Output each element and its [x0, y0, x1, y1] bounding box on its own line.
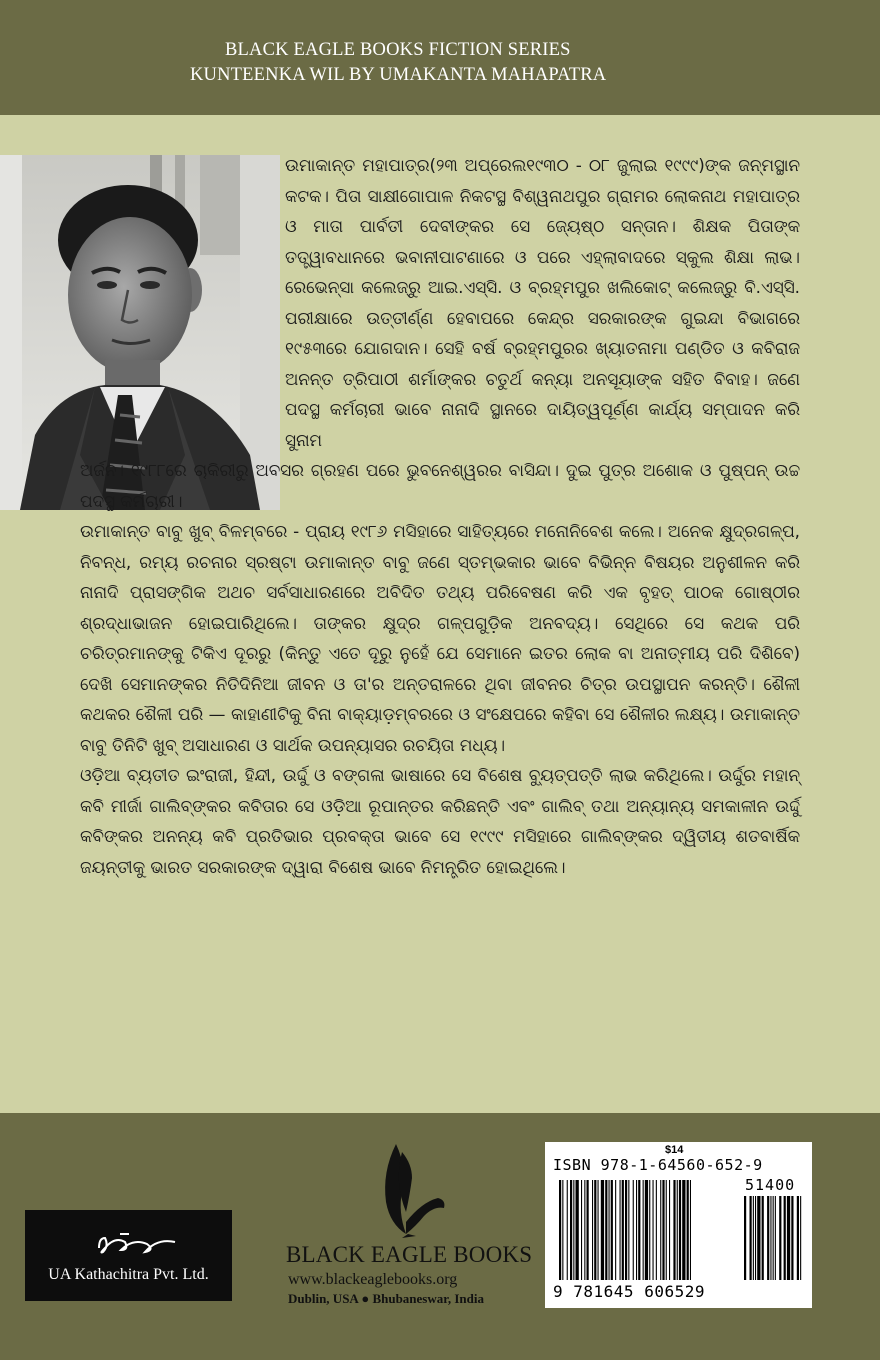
- barcode-bar: [611, 1180, 613, 1280]
- barcode-bar: [660, 1180, 661, 1280]
- barcode-bar: [653, 1180, 654, 1280]
- barcode-bar: [625, 1180, 627, 1280]
- isbn-text: ISBN 978-1-64560-652-9: [553, 1156, 763, 1174]
- ua-kathachitra-logo: [25, 1210, 232, 1301]
- barcode-bar: [633, 1180, 634, 1280]
- addon-bar: [775, 1196, 776, 1280]
- barcode-bar: [609, 1180, 610, 1280]
- ean-digits: 9 781645 606529: [553, 1282, 705, 1301]
- barcode-bar: [666, 1180, 667, 1280]
- barcode-bar: [587, 1180, 589, 1280]
- barcode-bar: [562, 1180, 563, 1280]
- barcode-bar: [601, 1180, 604, 1280]
- addon-bar: [787, 1196, 790, 1280]
- addon-bar: [750, 1196, 752, 1280]
- publisher-name: BLACK EAGLE BOOKS: [286, 1242, 533, 1267]
- addon-bar: [784, 1196, 786, 1280]
- isbn-barcode: [545, 1142, 812, 1308]
- publisher-url: www.blackeaglebooks.org: [288, 1271, 458, 1288]
- addon-bar: [755, 1196, 756, 1280]
- barcode-bar: [605, 1180, 607, 1280]
- barcode-bar: [679, 1180, 681, 1280]
- barcode-bar: [673, 1180, 675, 1280]
- top-header-band: [0, 0, 880, 115]
- ua-company-name: UA Kathachitra Pvt. Ltd.: [48, 1266, 209, 1283]
- barcode-bar: [662, 1180, 664, 1280]
- barcode-bar: [581, 1180, 582, 1280]
- addon-bar: [800, 1196, 801, 1280]
- barcode-bar: [567, 1180, 568, 1280]
- barcode-bar: [573, 1180, 574, 1280]
- barcode-bar: [669, 1180, 670, 1280]
- barcode-bar: [592, 1180, 593, 1280]
- bio-paragraph-1-float: ଉମାକାନ୍ତ ମହାପାତ୍ର(୨୩ ଅପ୍ରେଲ୧୯୩୦ - ୦୮ ଜୁଲାଇ ୧୯୯୯)ଙ୍କ ଜନ୍ମସ୍ଥାନ କଟକ। ପିତା ସାକ୍ଷୀଗୋପାଳ ନିକଟସ୍ଥ ବିଶ୍ୱନାଥପୁର ଗ୍ରାମର ଲୋକନାଥ ମହାପାତ୍ର ଓ ମାତା ପାର୍ବତୀ ଦେବୀଙ୍କର ସେ ଜ୍ୟେଷ୍ଠ ସନ୍ତାନ। ଶିକ୍ଷକ ପିତାଙ୍କ ତତ୍ତ୍ୱାବଧାନରେ ଭବାନୀପାଟଣାରେ ଓ ପରେ ଏହ୍ଲାବାଦରେ ସ୍କୁଲ ଶିକ୍ଷା ଲାଭ। ରେଭେନ୍ସା କଲେଜ୍‌ରୁ ଆଇ.ଏସ୍‌ସି. ଓ ବ୍ରହ୍ମପୁର ଖଲିକୋଟ୍ କଲେଜ୍‌ରୁ ବି.ଏସ୍‌ସି. ପରୀକ୍ଷାରେ ଉତ୍ତୀର୍ଣ୍ଣ ହେବାପରେ କେନ୍ଦ୍ର ସରକାରଙ୍କ ଗୁଇନ୍ଦା ବିଭାଗରେ ୧୯୫୩ରେ ଯୋଗଦାନ। ସେହି ବର୍ଷ ବ୍ରହ୍ମପୁରର ଖ୍ୟାତନାମା ପଣ୍ଡିତ ଓ କବିରାଜ ଅନନ୍ତ ତ୍ରିପାଠୀ ଶର୍ମାଙ୍କର ଚତୁର୍ଥ କନ୍ୟା ଅନସୂୟାଙ୍କ ସହିତ ବିବାହ। ଜଣେ ପଦସ୍ଥ କର୍ମଚାରୀ ଭାବେ ନାନାଦି ସ୍ଥାନରେ ଦାୟିତ୍ୱପୂର୍ଣ୍ଣ କାର୍ଯ୍ୟ ସମ୍ପାଦନ କରି ସୁନାମ: [285, 155, 800, 450]
- barcode-bar: [628, 1180, 629, 1280]
- eagle-logo-icon: [372, 1142, 452, 1238]
- addon-bar: [773, 1196, 774, 1280]
- barcode-bar: [598, 1180, 599, 1280]
- barcode-bar: [615, 1180, 616, 1280]
- bio-paragraph-3: ଓଡ଼ିଆ ବ୍ୟତୀତ ଇଂରାଜୀ, ହିନ୍ଦୀ, ଉର୍ଦ୍ଦୁ ଓ ବଙ୍ଗଳା ଭାଷାରେ ସେ ବିଶେଷ ବ୍ୟୁତ୍ପତ୍ତି ଲାଭ କରିଥିଲେ। ଉର୍ଦ୍ଦୁର ମହାନ୍ କବି ମୀର୍ଜା ଗାଲିବ୍‌ଙ୍କର କବିତାର ସେ ଓଡ଼ିଆ ରୂପାନ୍ତର କରିଛନ୍ତି ଏବଂ ଗାଲିବ୍ ତଥା ଅନ୍ୟାନ୍ୟ ସମକାଳୀନ ଉର୍ଦ୍ଦୁ କବିଙ୍କର ଅନନ୍ୟ କବି ପ୍ରତିଭାର ପ୍ରବକ୍ତା ଭାବେ ସେ ୧୯୯୯ ମସିହାରେ ଗାଲିବ୍‌ଙ୍କର ଦ୍ୱିତୀୟ ଶତବାର୍ଷିକ ଜୟନ୍ତୀକୁ ଭାରତ ସରକାରଙ୍କ ଦ୍ୱାରା ବିଶେଷ ଭାବେ ନିମନ୍ତ୍ରିତ ହୋଇଥିଲେ।: [80, 765, 800, 877]
- barcode-bar: [687, 1180, 689, 1280]
- barcode-bar: [656, 1180, 657, 1280]
- barcode-bar: [584, 1180, 585, 1280]
- barcode-bar: [690, 1180, 691, 1280]
- barcode-bars: [559, 1180, 804, 1284]
- barcode-bar: [594, 1180, 596, 1280]
- series-title: BLACK EAGLE BOOKS FICTION SERIES: [225, 40, 571, 60]
- barcode-bar: [559, 1180, 561, 1280]
- addon-bar: [791, 1196, 793, 1280]
- addon-bar: [757, 1196, 760, 1280]
- addon-bar: [767, 1196, 769, 1280]
- addon-code: 51400: [745, 1176, 796, 1194]
- barcode-bar: [622, 1180, 624, 1280]
- barcode-bar: [643, 1180, 644, 1280]
- addon-bar: [753, 1196, 754, 1280]
- barcode-bar: [677, 1180, 678, 1280]
- barcode-bar: [638, 1180, 640, 1280]
- publisher-locations: Dublin, USA ● Bhubaneswar, India: [288, 1291, 484, 1306]
- barcode-bar: [636, 1180, 637, 1280]
- ua-signature-logo: [25, 1210, 232, 1266]
- bio-paragraph-2: ଉମାକାନ୍ତ ବାବୁ ଖୁବ୍ ବିଳମ୍ବରେ - ପ୍ରାୟ ୧୯୮୬ ମସିହାରେ ସାହିତ୍ୟରେ ମନୋନିବେଶ କଲେ। ଅନେକ କ୍ଷୁଦ୍ରଗଳ୍ପ, ନିବନ୍ଧ, ରମ୍ୟ ରଚନାର ସ୍ରଷ୍ଟା ଉମାକାନ୍ତ ବାବୁ ଜଣେ ସ୍ତମ୍ଭକାର ଭାବେ ବିଭିନ୍ନ ବିଷୟର ଅନୁଶୀଳନ କରି ନାନାଦି ପ୍ରାସଙ୍ଗିକ ଅଥଚ ସର୍ବସାଧାରଣରେ ଅବିଦିତ ତଥ୍ୟ ପରିବେଷଣ କରି ଏକ ବୃହତ୍ ପାଠକ ଗୋଷ୍ଠୀର ଶ୍ରଦ୍ଧାଭାଜନ ହୋଇପାରିଥିଲେ। ତାଙ୍କର କ୍ଷୁଦ୍ର ଗଳ୍ପଗୁଡ଼ିକ ଅନବଦ୍ୟ। ସେଥିରେ ସେ କଥକ ପରି ଚରିତ୍ରମାନଙ୍କୁ ଟିକିଏ ଦୂରରୁ (କିନ୍ତୁ ଏତେ ଦୂରୁ ନୁହେଁ ଯେ ସେମାନେ ଇତର ଲୋକ ବା ଅନାତ୍ମୀୟ ପରି ଦିଶିବେ) ଦେଖି ସେମାନଙ୍କର ନିତିଦିନିଆ ଜୀବନ ଓ ତା'ର ଅନ୍ତରାଳରେ ଥିବା ଜୀବନର ଚିତ୍ର ଉପସ୍ଥାପନ କରନ୍ତି। ଶୈଳୀ କଥକର ଶୈଳୀ ପରି — କାହାଣୀଟିକୁ ବିନା ବାକ୍ୟାଡ଼ମ୍ବରରେ ଓ ସଂକ୍ଷେପରେ କହିବା ସେ ଶୈଳୀର ଲକ୍ଷ୍ୟ। ଉମାକାନ୍ତ ବାବୁ ତିନିଟି ଖୁବ୍ ଅସାଧାରଣ ଓ ସାର୍ଥକ ଉପନ୍ୟାସର ରଚୟିତା ମଧ୍ୟ।: [80, 521, 800, 755]
- bio-paragraph-1-continued: ଅର୍ଜନ। ୧୯୮୮ରେ ଚାକିରୀରୁ ଅବସର ଗ୍ରହଣ ପରେ ଭୁବନେଶ୍ୱରର ବାସିନ୍ଦା। ଦୁଇ ପୁତ୍ର ଅଶୋକ ଓ ପୁଷ୍ପନ୍ ଉଚ୍ଚ ପଦସ୍ଥ କର୍ମଚାରୀ।: [80, 460, 800, 511]
- price-label: $14: [665, 1144, 684, 1156]
- barcode-bar: [620, 1180, 621, 1280]
- author-biography: [0, 150, 880, 882]
- addon-bar: [797, 1196, 799, 1280]
- barcode-bar: [682, 1180, 685, 1280]
- addon-bar: [779, 1196, 781, 1280]
- barcode-bar: [570, 1180, 572, 1280]
- addon-bar: [762, 1196, 764, 1280]
- addon-bar: [770, 1196, 771, 1280]
- addon-bar: [744, 1196, 746, 1280]
- barcode-bar: [645, 1180, 648, 1280]
- barcode-bar: [649, 1180, 650, 1280]
- barcode-bar: [576, 1180, 579, 1280]
- book-title-author: KUNTEENKA WIL BY UMAKANTA MAHAPATRA: [190, 65, 607, 85]
